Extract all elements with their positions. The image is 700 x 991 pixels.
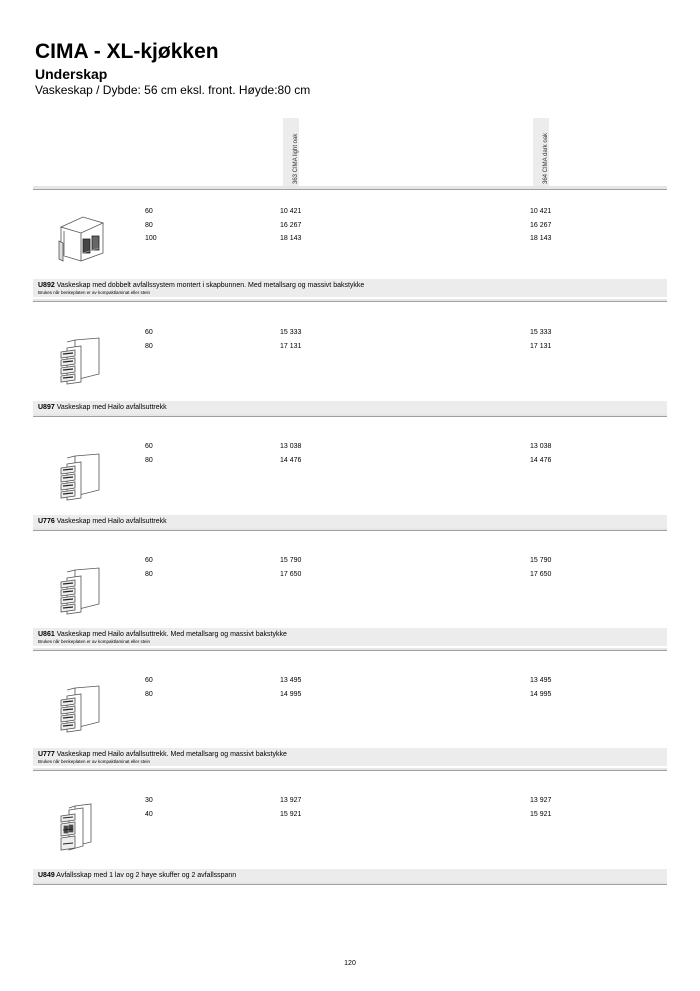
sink-cabinet-waste-drawer-icon [53, 564, 105, 616]
product-code: U892 [38, 282, 55, 289]
product-label [33, 401, 667, 414]
price-value: 13 495 [280, 677, 302, 684]
price-list-light-oak [280, 440, 301, 467]
product-code: U897 [38, 404, 55, 411]
column-header-label: 363 CIMA light oak [293, 133, 299, 184]
product-note: Brukes når benkeplaten er av kompaktlaminat eller stein [38, 639, 151, 644]
price-list-dark-oak [530, 554, 551, 581]
price-value: 17 650 [530, 570, 552, 578]
price-value: 18 143 [530, 235, 552, 242]
size-value: 30 [145, 797, 153, 804]
product-label [33, 279, 667, 297]
price-value: 13 038 [280, 443, 302, 450]
price-value: 17 131 [280, 342, 302, 350]
product-label [33, 628, 667, 646]
product-name: Vaskeskap med Hailo avfallsuttrekk. Med metallsarg og massivt bakstykke [56, 631, 287, 638]
sink-cabinet-double-waste-icon [53, 211, 105, 263]
size-list [145, 674, 153, 701]
column-header-label: 364 CIMA dark oak [543, 132, 549, 184]
price-list-light-oak [280, 554, 301, 581]
sink-cabinet-waste-drawer-icon [53, 682, 105, 734]
price-list-light-oak [280, 205, 301, 246]
price-list-light-oak [280, 794, 301, 821]
size-value: 80 [145, 342, 153, 350]
product-label [33, 869, 667, 882]
product-note: Brukes når benkeplaten er av kompaktlaminat eller stein [38, 759, 151, 764]
size-value: 60 [145, 443, 153, 450]
price-value: 16 267 [530, 221, 552, 229]
price-value: 17 131 [530, 342, 552, 350]
product-name: Vaskeskap med dobbelt avfallssystem montert i skapbunnen. Med metallsarg og massivt bakstykke [56, 282, 365, 289]
size-list [145, 794, 153, 821]
size-value: 80 [145, 690, 153, 698]
price-value: 14 476 [530, 456, 552, 464]
product-name: Vaskeskap med Hailo avfallsuttrekk [56, 404, 167, 411]
price-list-dark-oak [530, 326, 551, 353]
price-value: 18 143 [280, 235, 302, 242]
price-value: 10 421 [280, 208, 302, 215]
page-number: 120 [344, 960, 356, 967]
size-value: 60 [145, 208, 153, 215]
price-list-light-oak [280, 326, 301, 353]
size-value: 60 [145, 557, 153, 564]
size-value: 80 [145, 221, 153, 229]
size-list [145, 554, 153, 581]
product-note: Brukes når benkeplaten er av kompaktlaminat eller stein [38, 290, 151, 295]
price-value: 15 333 [530, 329, 552, 336]
product-code: U777 [38, 751, 55, 758]
price-list-dark-oak [530, 440, 551, 467]
price-value: 13 038 [530, 443, 552, 450]
price-value: 17 650 [280, 570, 302, 578]
size-value: 60 [145, 329, 153, 336]
size-value: 60 [145, 677, 153, 684]
price-list-dark-oak [530, 794, 551, 821]
size-value: 40 [145, 810, 153, 818]
price-value: 13 927 [280, 797, 302, 804]
page-title: CIMA - XL-kjøkken [35, 40, 219, 63]
size-value: 100 [145, 235, 157, 242]
price-value: 15 790 [530, 557, 552, 564]
header-divider [33, 186, 667, 190]
price-value: 14 995 [530, 690, 552, 698]
price-list-dark-oak [530, 205, 551, 246]
waste-cabinet-drawers-icon [53, 800, 105, 852]
price-list-dark-oak [530, 674, 551, 701]
price-value: 10 421 [530, 208, 552, 215]
section-divider [33, 299, 667, 302]
product-code: U849 [38, 872, 55, 879]
column-header-dark-oak [533, 118, 549, 186]
price-value: 13 495 [530, 677, 552, 684]
price-value: 16 267 [280, 221, 302, 229]
section-divider [33, 882, 667, 885]
product-label [33, 515, 667, 528]
column-header-light-oak [283, 118, 299, 186]
product-label [33, 748, 667, 766]
product-code: U861 [38, 631, 55, 638]
section-description: Vaskeskap / Dybde: 56 cm eksl. front. Høyde:80 cm [35, 83, 311, 97]
size-value: 80 [145, 570, 153, 578]
size-list [145, 440, 153, 467]
price-value: 15 790 [280, 557, 302, 564]
size-value: 80 [145, 456, 153, 464]
section-subtitle: Underskap [35, 66, 108, 82]
section-divider [33, 648, 667, 651]
price-value: 14 476 [280, 456, 302, 464]
size-list [145, 205, 157, 246]
product-name: Avfallsskap med 1 lav og 2 høye skuffer og 2 avfallsspann [56, 872, 237, 879]
size-list [145, 326, 153, 353]
product-name: Vaskeskap med Hailo avfallsuttrekk [56, 518, 167, 525]
price-list-light-oak [280, 674, 301, 701]
sink-cabinet-waste-drawer-icon [53, 334, 105, 386]
sink-cabinet-waste-drawer-icon [53, 450, 105, 502]
product-name: Vaskeskap med Hailo avfallsuttrekk. Med metallsarg og massivt bakstykke [56, 751, 287, 758]
price-value: 15 921 [280, 810, 302, 818]
section-divider [33, 414, 667, 417]
section-divider [33, 528, 667, 531]
price-value: 15 921 [530, 810, 552, 818]
product-code: U776 [38, 518, 55, 525]
price-value: 15 333 [280, 329, 302, 336]
price-value: 14 995 [280, 690, 302, 698]
price-value: 13 927 [530, 797, 552, 804]
section-divider [33, 768, 667, 771]
